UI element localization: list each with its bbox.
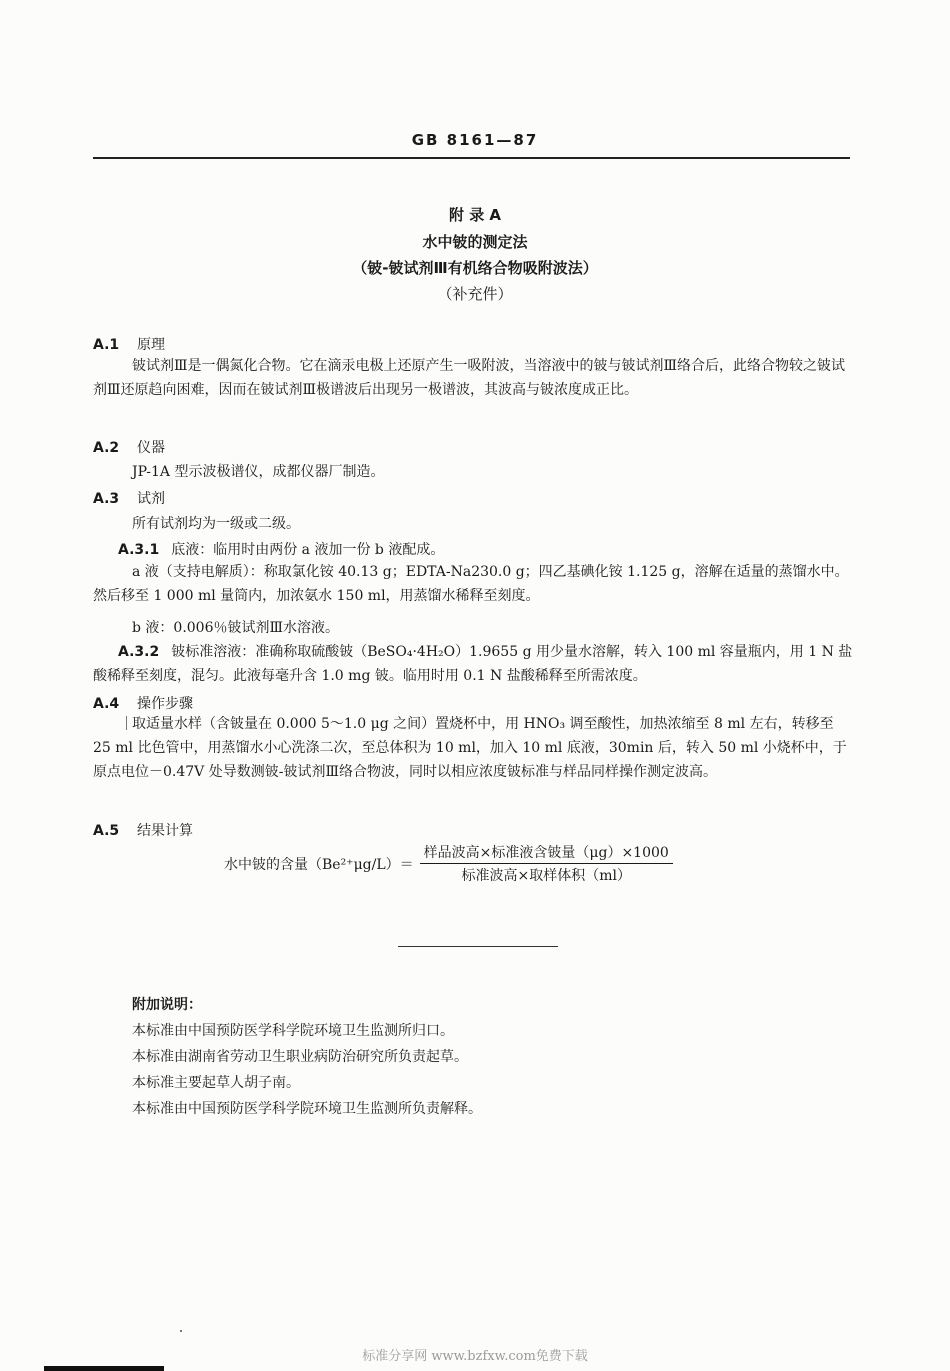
section-a2-heading bbox=[93, 437, 165, 457]
appendix-label: 附 录 A bbox=[448, 206, 502, 224]
section-number: A.5 bbox=[93, 823, 120, 839]
section-title: 原理 bbox=[137, 337, 165, 353]
scan-edge-mark bbox=[44, 1366, 164, 1371]
section-title: 仪器 bbox=[137, 440, 165, 456]
watermark: 标准分享网 www.bzfxw.com免费下载 bbox=[362, 1349, 588, 1364]
header-rule bbox=[93, 157, 850, 159]
formula-numerator: 样品波高×标准液含铍量（μg）×1000 bbox=[420, 842, 673, 864]
formula-lhs: 水中铍的含量（Be²⁺μg/L）＝ bbox=[224, 856, 414, 873]
section-number: A.3.1 bbox=[118, 542, 160, 558]
section-number: A.3 bbox=[93, 491, 120, 507]
end-rule bbox=[398, 946, 558, 947]
notes-title: 附加说明： bbox=[132, 997, 202, 1013]
section-a4-heading bbox=[93, 693, 193, 713]
section-a32 bbox=[93, 640, 853, 688]
section-a32-text: 铍标准溶液：准确称取硫酸铍（BeSO₄·4H₂O）1.9655 g 用少量水溶解，转入 100 ml 容量瓶内，用 1 N 盐酸稀释至刻度，混匀。此液每毫升含 1.0 mg 铍。临用时用 0.1 N 盐酸稀释至所需浓度。 bbox=[93, 644, 853, 684]
section-a3-text: 所有试剂均为一级或二级。 bbox=[132, 516, 300, 532]
note-item: 本标准由中国预防医学科学院环境卫生监测所归口。 bbox=[132, 1023, 454, 1039]
section-number: A.2 bbox=[93, 440, 120, 456]
a-liquid-text: a 液（支持电解质）：称取氯化铵 40.13 g；EDTA-Na230.0 g；四乙基碘化铵 1.125 g，溶解在适量的蒸馏水中。然后移至 1 000 ml 量筒内，加浓氨水 150 ml，用蒸馏水稀释至刻度。 bbox=[93, 564, 849, 604]
note-item: 本标准主要起草人胡子南。 bbox=[132, 1075, 300, 1091]
appendix-title: 水中铍的测定法 bbox=[422, 233, 528, 251]
formula-fraction bbox=[420, 842, 673, 885]
section-a3-heading bbox=[93, 488, 165, 508]
section-number: A.4 bbox=[93, 696, 120, 712]
note-item: 本标准由湖南省劳动卫生职业病防治研究所负责起草。 bbox=[132, 1049, 468, 1065]
appendix-method: （铍-铍试剂Ⅲ有机络合物吸附波法） bbox=[352, 259, 598, 277]
section-a5-heading bbox=[93, 820, 193, 840]
section-number: A.3.2 bbox=[118, 644, 160, 660]
section-a31-text: 底液：临用时由两份 a 液加一份 b 液配成。 bbox=[171, 542, 445, 558]
section-number: A.1 bbox=[93, 337, 120, 353]
section-title: 结果计算 bbox=[137, 823, 193, 839]
section-a31 bbox=[118, 539, 444, 559]
section-title: 操作步骤 bbox=[137, 696, 193, 712]
result-formula bbox=[224, 842, 673, 885]
scan-speck bbox=[180, 1330, 182, 1332]
appendix-type: （补充件） bbox=[437, 285, 513, 303]
section-a2-text: JP-1A 型示波极谱仪，成都仪器厂制造。 bbox=[132, 464, 385, 480]
standard-number: GB 8161—87 bbox=[411, 131, 539, 149]
formula-denominator: 标准波高×取样体积（ml） bbox=[461, 868, 631, 884]
section-a1-heading bbox=[93, 334, 165, 354]
section-a1-text: 铍试剂Ⅲ是一偶氮化合物。它在滴汞电极上还原产生一吸附波，当溶液中的铍与铍试剂Ⅲ络合后，此络合物较之铍试剂Ⅲ还原趋向困难，因而在铍试剂Ⅲ极谱波后出现另一极谱波，其波高与铍浓度成正比。 bbox=[93, 358, 845, 398]
b-liquid-text: b 液：0.006％铍试剂Ⅲ水溶液。 bbox=[132, 620, 339, 636]
note-item: 本标准由中国预防医学科学院环境卫生监测所负责解释。 bbox=[132, 1101, 482, 1117]
section-a4-text: 取适量水样（含铍量在 0.000 5～1.0 μg 之间）置烧杯中，用 HNO₃ 调至酸性，加热浓缩至 8 ml 左右，转移至 25 ml 比色管中，用蒸馏水小心洗涤二次，至总体积为 10 ml，加入 10 ml 底液，30min 后，转入 50 ml 小烧杯中，于原点电位－0.47V 处导数测铍-铍试剂Ⅲ络合物波，同时以相应浓度铍标准与样品同样操作测定波高。 bbox=[93, 716, 847, 780]
section-title: 试剂 bbox=[137, 491, 165, 507]
